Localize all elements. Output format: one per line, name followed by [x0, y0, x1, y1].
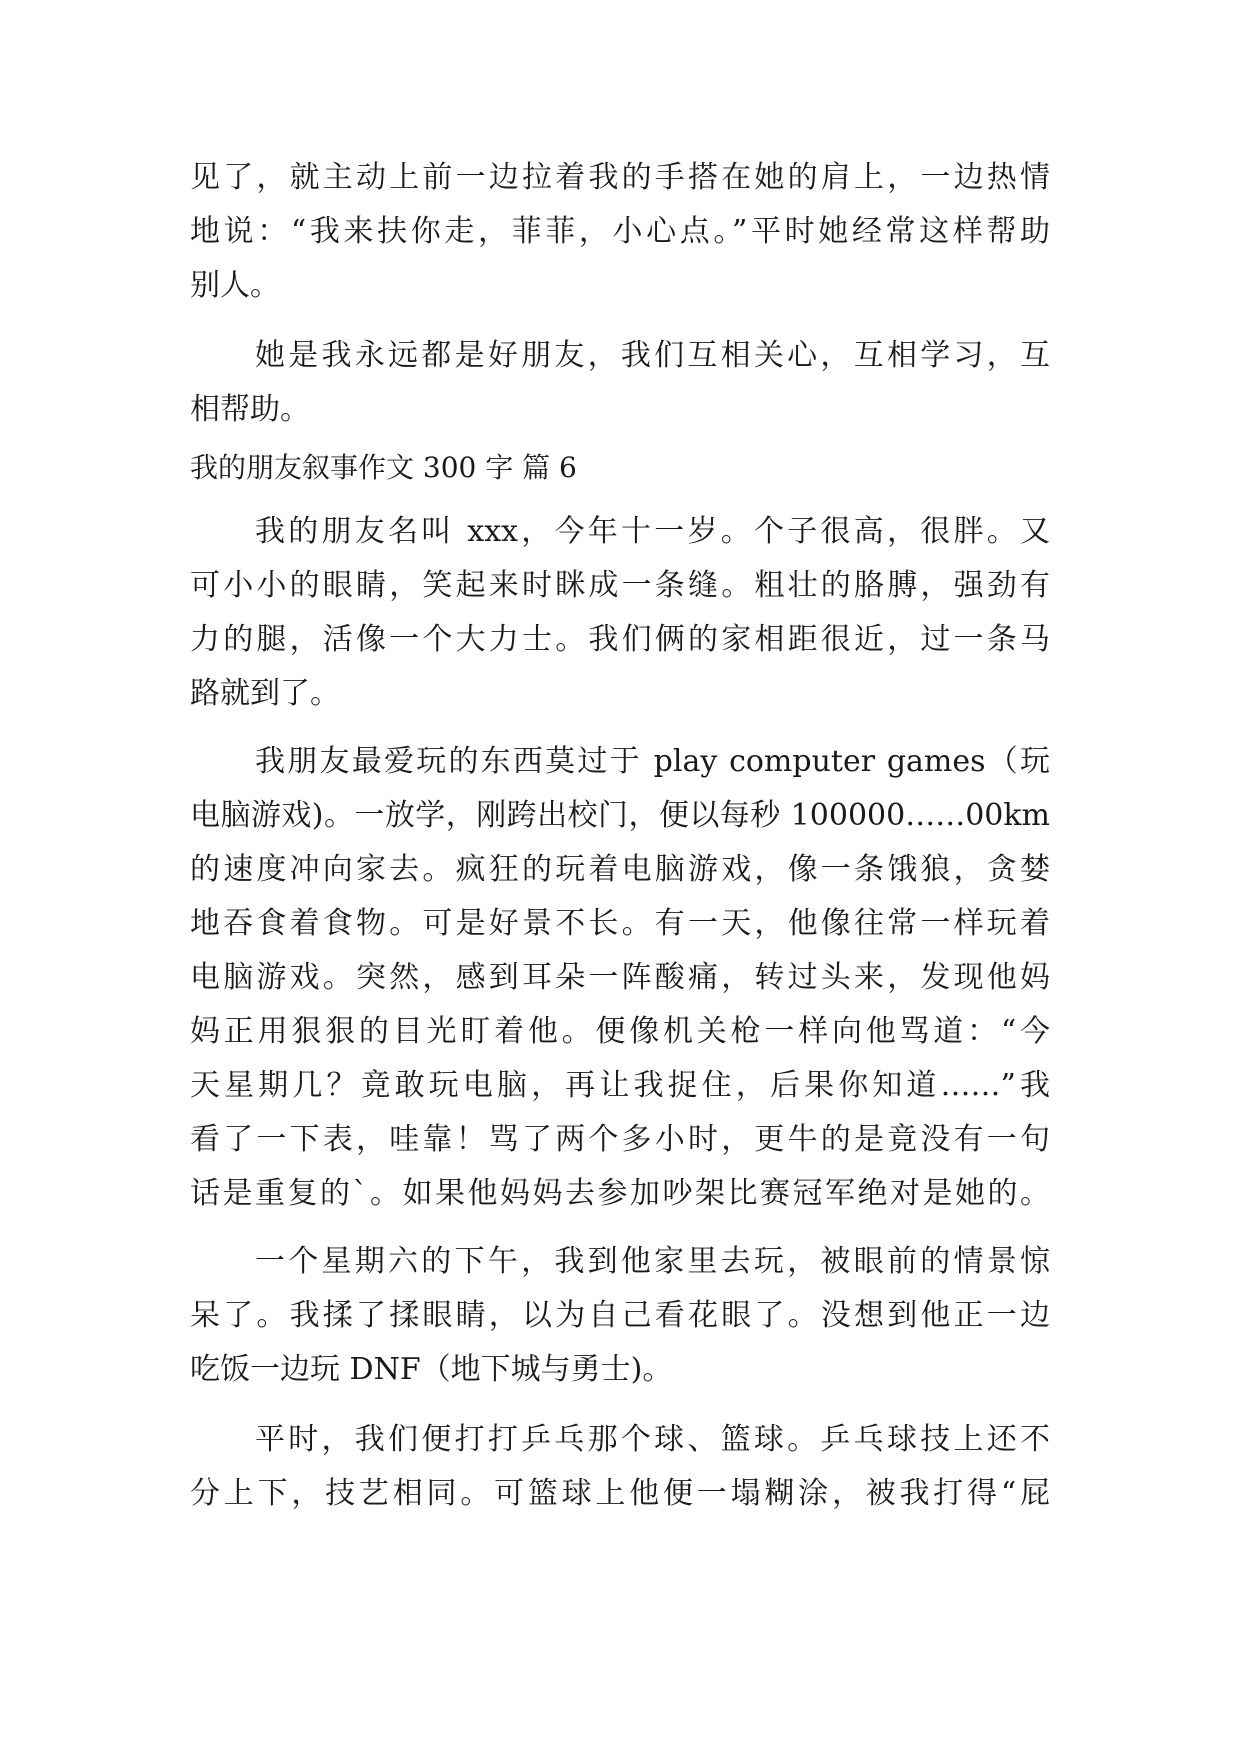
paragraph-line: 路就到了。 [190, 676, 340, 711]
section-heading: 我的朋友叙事作文 300 字 篇 6 [190, 451, 577, 484]
paragraph-line: 的速度冲向家去。疯狂的玩着电脑游戏，像一条饿狼，贪婪 [190, 852, 1050, 887]
paragraph-line: 看了一下表，哇靠！骂了两个多小时，更牛的是竟没有一句 [190, 1122, 1050, 1157]
paragraph-line: 别人。 [190, 268, 280, 303]
paragraph-line: 分上下，技艺相同。可篮球上他便一塌糊涂，被我打得“屁 [190, 1476, 1050, 1511]
paragraph-line: 我朋友最爱玩的东西莫过于 play computer games（玩 [255, 744, 1050, 779]
paragraph-line: 可小小的眼睛，笑起来时眯成一条缝。粗壮的胳膊，强劲有 [190, 568, 1050, 603]
paragraph-line: 平时，我们便打打乒乓那个球、篮球。乒乓球技上还不 [255, 1422, 1050, 1457]
paragraph-line: 一个星期六的下午，我到他家里去玩，被眼前的情景惊 [255, 1244, 1050, 1279]
paragraph-line: 我的朋友名叫 xxx，今年十一岁。个子很高，很胖。又 [255, 514, 1050, 549]
paragraph-line: 地吞食着食物。可是好景不长。有一天，他像往常一样玩着 [190, 906, 1050, 941]
paragraph-line: 见了，就主动上前一边拉着我的手搭在她的肩上，一边热情 [190, 160, 1050, 195]
paragraph-line: 地说：“我来扶你走，菲菲，小心点。”平时她经常这样帮助 [190, 214, 1050, 249]
paragraph-line: 话是重复的`。如果他妈妈去参加吵架比赛冠军绝对是她的。 [190, 1176, 1050, 1211]
paragraph-line: 相帮助。 [190, 392, 310, 427]
paragraph-line: 力的腿，活像一个大力士。我们俩的家相距很近，过一条马 [190, 622, 1050, 657]
paragraph-line: 天星期几？竟敢玩电脑，再让我捉住，后果你知道……”我 [190, 1068, 1050, 1103]
paragraph-line: 电脑游戏)。一放学，刚跨出校门，便以每秒 100000……00km [190, 798, 1050, 833]
paragraph-line: 电脑游戏。突然，感到耳朵一阵酸痛，转过头来，发现他妈 [190, 960, 1050, 995]
paragraph-line: 吃饭一边玩 DNF（地下城与勇士)。 [190, 1352, 673, 1387]
paragraph-line: 呆了。我揉了揉眼睛，以为自己看花眼了。没想到他正一边 [190, 1298, 1050, 1333]
paragraph-line: 妈正用狠狠的目光盯着他。便像机关枪一样向他骂道：“今 [190, 1014, 1050, 1049]
paragraph-line: 她是我永远都是好朋友，我们互相关心，互相学习，互 [255, 338, 1050, 373]
